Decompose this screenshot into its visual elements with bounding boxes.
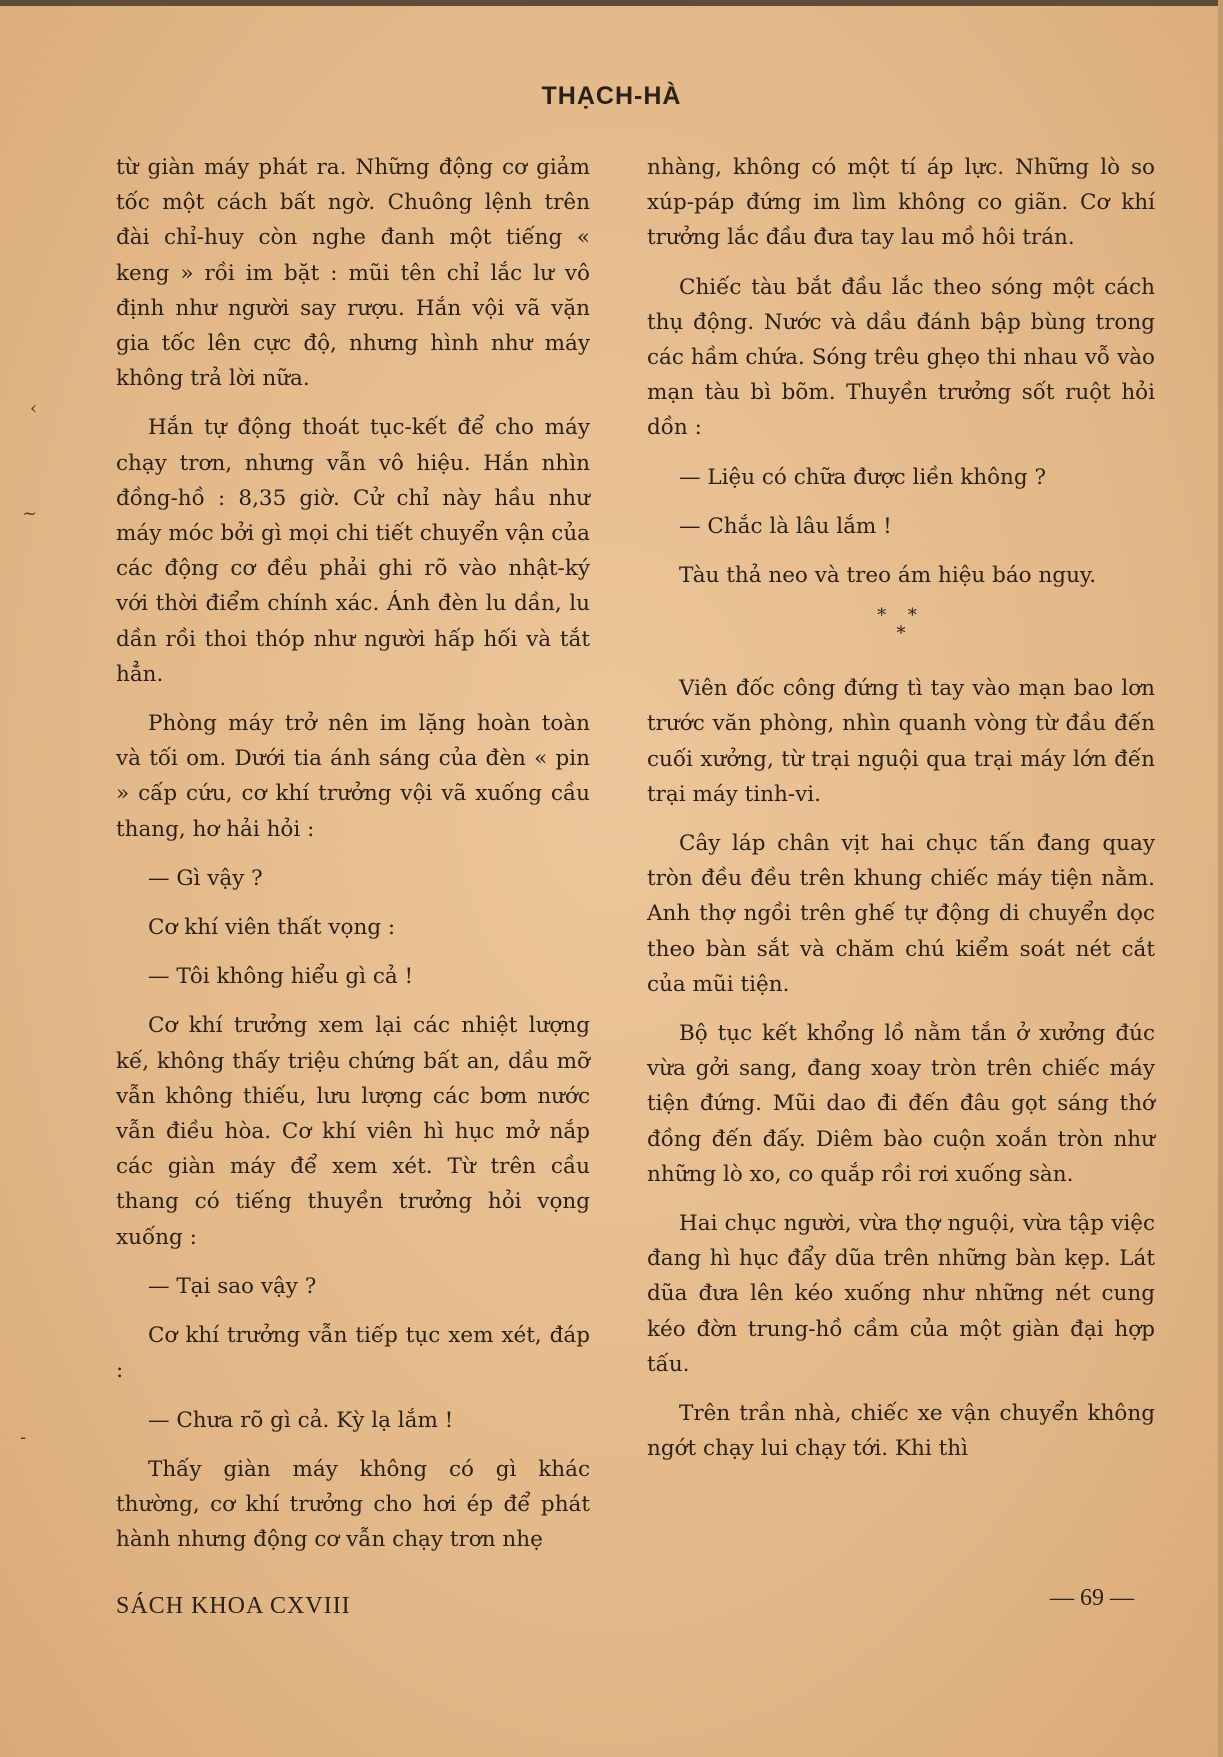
paragraph: nhàng, không có một tí áp lực. Những lò so xúp-páp đứng im lìm không co giãn. Cơ khí trưởng lắc đầu đưa tay lau mồ hôi trán.	[647, 155, 1155, 251]
page-right-edge	[1218, 0, 1223, 1757]
dialogue-line: — Tại sao vậy ?	[148, 1273, 317, 1299]
paragraph: Bộ tục kết khổng lồ nằm tắn ở xưởng đúc vừa gởi sang, đang xoay tròn trên chiếc máy tiện đứng. Mũi dao đi đến đâu gọt sáng thớ đồng đến đấy. Diêm bào cuộn xoắn tròn như những lò xo, co quắp rồi rơi xuống sàn.	[647, 1021, 1155, 1187]
paragraph: Trên trần nhà, chiếc xe vận chuyển không ngớt chạy lui chạy tới. Khi thì	[647, 1401, 1155, 1462]
page-number: — 69 —	[1050, 1585, 1134, 1611]
right-column	[647, 150, 1155, 1481]
separator-star-bottom: *	[896, 623, 906, 645]
paragraph: Thấy giàn máy không có gì khác thường, cơ khí trưởng cho hơi ép để phát hành nhưng động cơ vẫn chạy trơn nhẹ	[116, 1456, 590, 1553]
running-header: THẠCH-HÀ	[541, 82, 682, 110]
left-column	[116, 150, 590, 1571]
section-separator	[647, 607, 1155, 643]
dialogue-line: — Gì vậy ?	[148, 865, 263, 891]
paragraph: Hắn tự động thoát tục-kết để cho máy chạy trơn, nhưng vẫn vô hiệu. Hắn nhìn đồng-hồ : 8,35 giờ. Cử chỉ này hầu như máy móc bởi gì mọi chi tiết chuyển vận của các động cơ đều phải ghi rõ vào nhật-ký với thời điểm chính xác. Ánh đèn lu dần, lu dần rồi thoi thóp như người hấp hối và tắt hẳn.	[116, 415, 590, 687]
paragraph: Phòng máy trở nên im lặng hoàn toàn và tối om. Dưới tia ánh sáng của đèn « pin » cấp cứu, cơ khí trưởng vội vã xuống cầu thang, hơ hải hỏi :	[116, 711, 590, 842]
margin-mark: ~	[22, 503, 38, 524]
dialogue-line: — Chưa rõ gì cả. Kỳ lạ lắm !	[148, 1407, 454, 1433]
paragraph: từ giàn máy phát ra. Những động cơ giảm tốc một cách bất ngờ. Chuông lệnh trên đài chỉ-huy còn nghe đanh một tiếng « keng » rồi im bặt : mũi tên chỉ lắc lư vô định như người say rượu. Hắn vội vã vặn gia tốc lên cực độ, nhưng hình như máy không trả lời nữa.	[116, 155, 590, 392]
paragraph: Tàu thả neo và treo ám hiệu báo nguy.	[679, 563, 1097, 589]
dialogue-line: — Liệu có chữa được liền không ?	[679, 464, 1046, 490]
page-top-edge	[0, 0, 1223, 6]
dialogue-line: — Tôi không hiểu gì cả !	[148, 964, 414, 990]
margin-mark: -	[20, 1427, 27, 1448]
dialogue-line: Cơ khí viên thất vọng :	[148, 915, 396, 941]
paragraph: Cây láp chân vịt hai chục tấn đang quay tròn đều đều trên khung chiếc máy tiện nằm. Anh thợ ngồi trên ghế tự động di chuyển dọc theo bàn sắt và chăm chú kiểm soát nét cắt của mũi tiện.	[647, 831, 1155, 997]
paragraph: Cơ khí trưởng xem lại các nhiệt lượng kế, không thấy triệu chứng bất an, dầu mỡ vẫn không thiếu, lưu lượng các bơm nước vẫn điều hòa. Cơ khí viên hì hục mở nắp các giàn máy để xem xét. Từ trên cầu thang có tiếng thuyền trưởng hỏi vọng xuống :	[116, 1013, 590, 1250]
margin-mark: ‹	[30, 398, 38, 419]
paragraph: Cơ khí trưởng vẫn tiếp tục xem xét, đáp :	[116, 1323, 590, 1384]
publication-footer: SÁCH KHOA CXVIII	[116, 1593, 351, 1619]
paragraph: Hai chục người, vừa thợ nguội, vừa tập việc đang hì hục đẩy dũa trên những bàn kẹp. Lát dũa đưa lên kéo xuống như những nét cung kéo đờn trung-hồ cầm của một giàn đại hợp tấu.	[647, 1211, 1155, 1377]
paragraph: Viên đốc công đứng tì tay vào mạn bao lơn trước văn phòng, nhìn quanh vòng từ đầu đến cuối xưởng, từ trại nguội qua trại máy lớn đến trại máy tinh-vi.	[647, 676, 1155, 807]
paragraph: Chiếc tàu bắt đầu lắc theo sóng một cách thụ động. Nước và dầu đánh bập bùng trong các hầm chứa. Sóng trêu ghẹo thi nhau vỗ vào mạn tàu bì bõm. Thuyền trưởng sốt ruột hỏi dồn :	[647, 274, 1155, 441]
dialogue-line: — Chắc là lâu lắm !	[679, 513, 892, 539]
separator-stars-top: * *	[877, 605, 925, 627]
